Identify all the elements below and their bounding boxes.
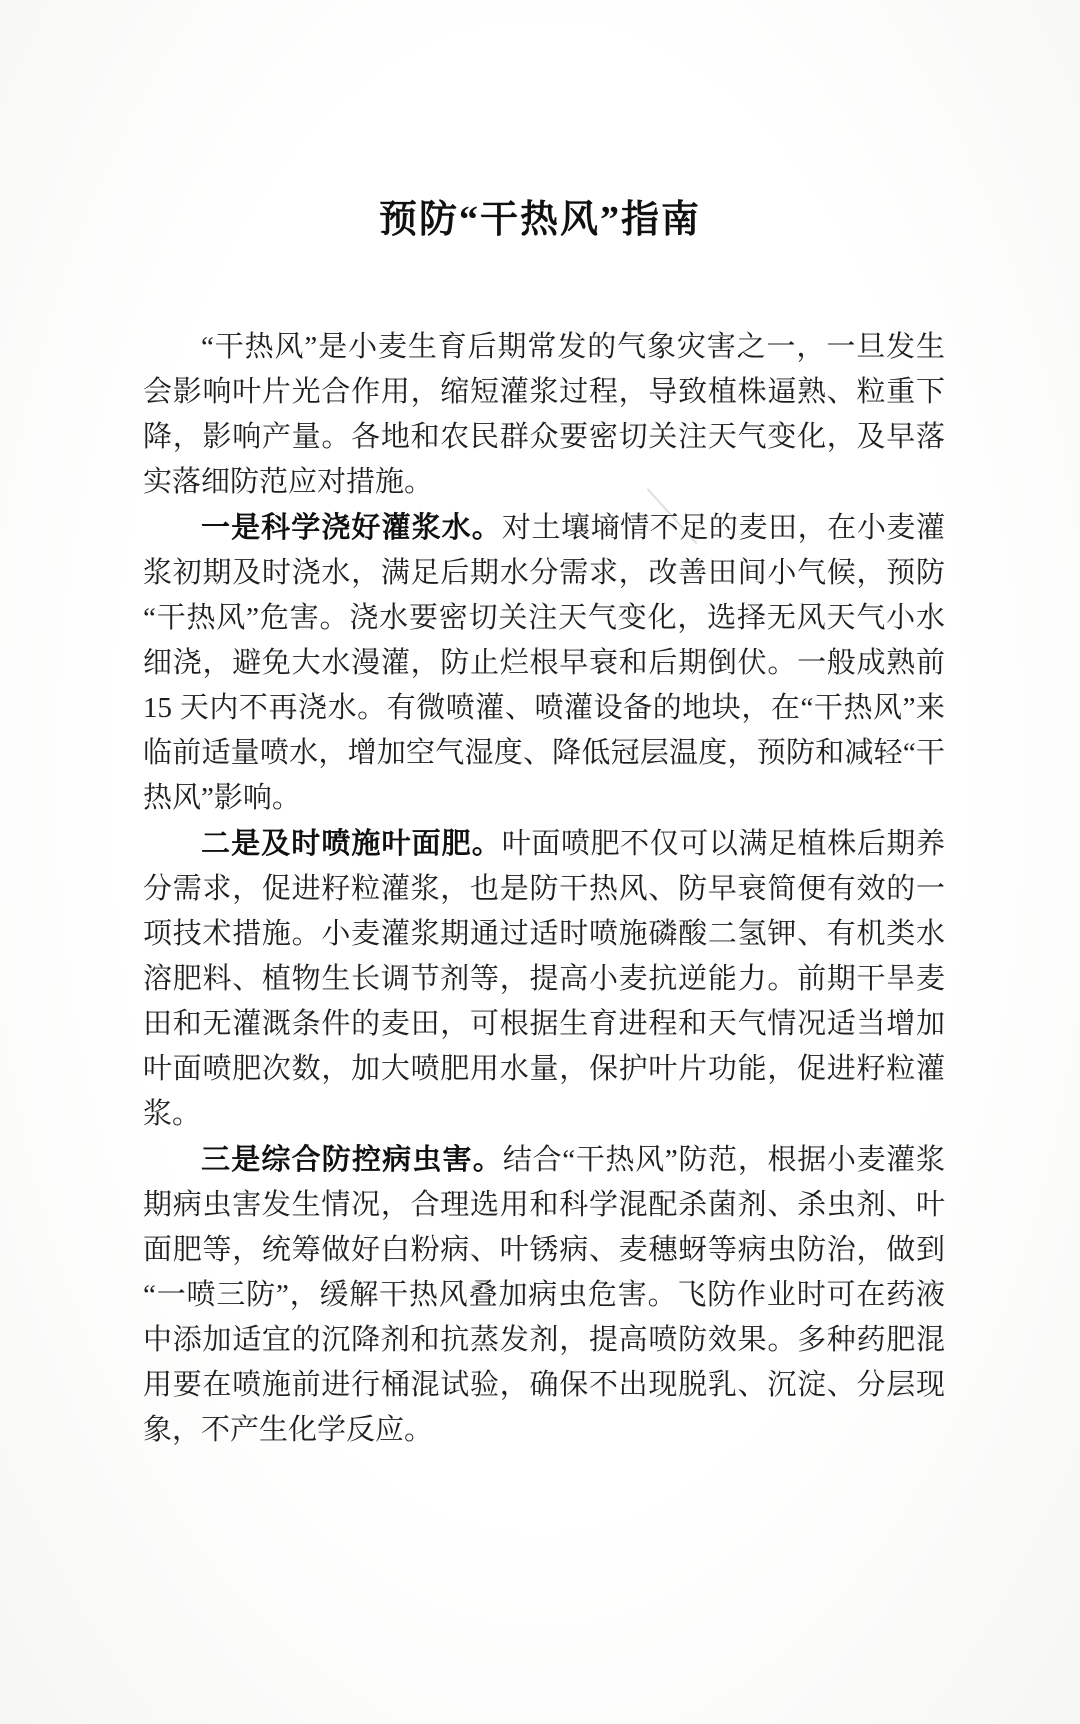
paragraph-measure-1-lead: 一是科学浇好灌浆水。 [201,510,502,544]
document-page [0,196,1080,1724]
paragraph-intro-text: “干热风”是小麦生育后期常发的气象灾害之一，一旦发生会影响叶片光合作用，缩短灌浆过程，导致植株逼熟、粒重下降，影响产量。各地和农民群众要密切关注天气变化，及早落实落细防范应对措施。 [143,331,945,498]
document-title: 预防“干热风”指南 [378,199,701,241]
paragraph-measure-2-text: 叶面喷肥不仅可以满足植株后期养分需求，促进籽粒灌浆，也是防干热风、防早衰简便有效的一项技术措施。小麦灌浆期通过适时喷施磷酸二氢钾、有机类水溶肥料、植物生长调节剂等，提高小麦抗逆能力。前期干旱麦田和无灌溉条件的麦田，可根据生育进程和天气情况适当增加叶面喷肥次数，加大喷肥用水量，保护叶片功能，促进籽粒灌浆。 [143,828,945,1130]
paragraph-measure-3-text: 结合“干热风”防范，根据小麦灌浆期病虫害发生情况，合理选用和科学混配杀菌剂、杀虫剂、叶面肥等，统筹做好白粉病、叶锈病、麦穗蚜等病虫防治，做到“一喷三防”，缓解干热风叠加病虫危害。飞防作业时可在药液中添加适宜的沉降剂和抗蒸发剂，提高喷防效果。多种药肥混用要在喷施前进行桶混试验，确保不出现脱乳、沉淀、分层现象，不产生化学反应。 [143,1144,945,1446]
document-body [143,324,945,1453]
paragraph-measure-1-text: 对土壤墒情不足的麦田，在小麦灌浆初期及时浇水，满足后期水分需求，改善田间小气候，预防“干热风”危害。浇水要密切关注天气变化，选择无风天气小水细浇，避免大水漫灌，防止烂根早衰和后期倒伏。一般成熟前 15 天内不再浇水。有微喷灌、喷灌设备的地块，在“干热风”来临前适量喷水，增加空气湿度、降低冠层温度，预防和减轻“干热风”影响。 [143,512,945,814]
paragraph-measure-2 [143,821,945,1137]
paragraph-measure-2-lead: 二是及时喷施叶面肥。 [201,826,502,860]
paragraph-measure-3 [143,1137,945,1453]
paragraph-measure-1 [143,505,945,821]
paragraph-intro [143,324,945,505]
paragraph-measure-3-lead: 三是综合防控病虫害。 [201,1142,503,1176]
